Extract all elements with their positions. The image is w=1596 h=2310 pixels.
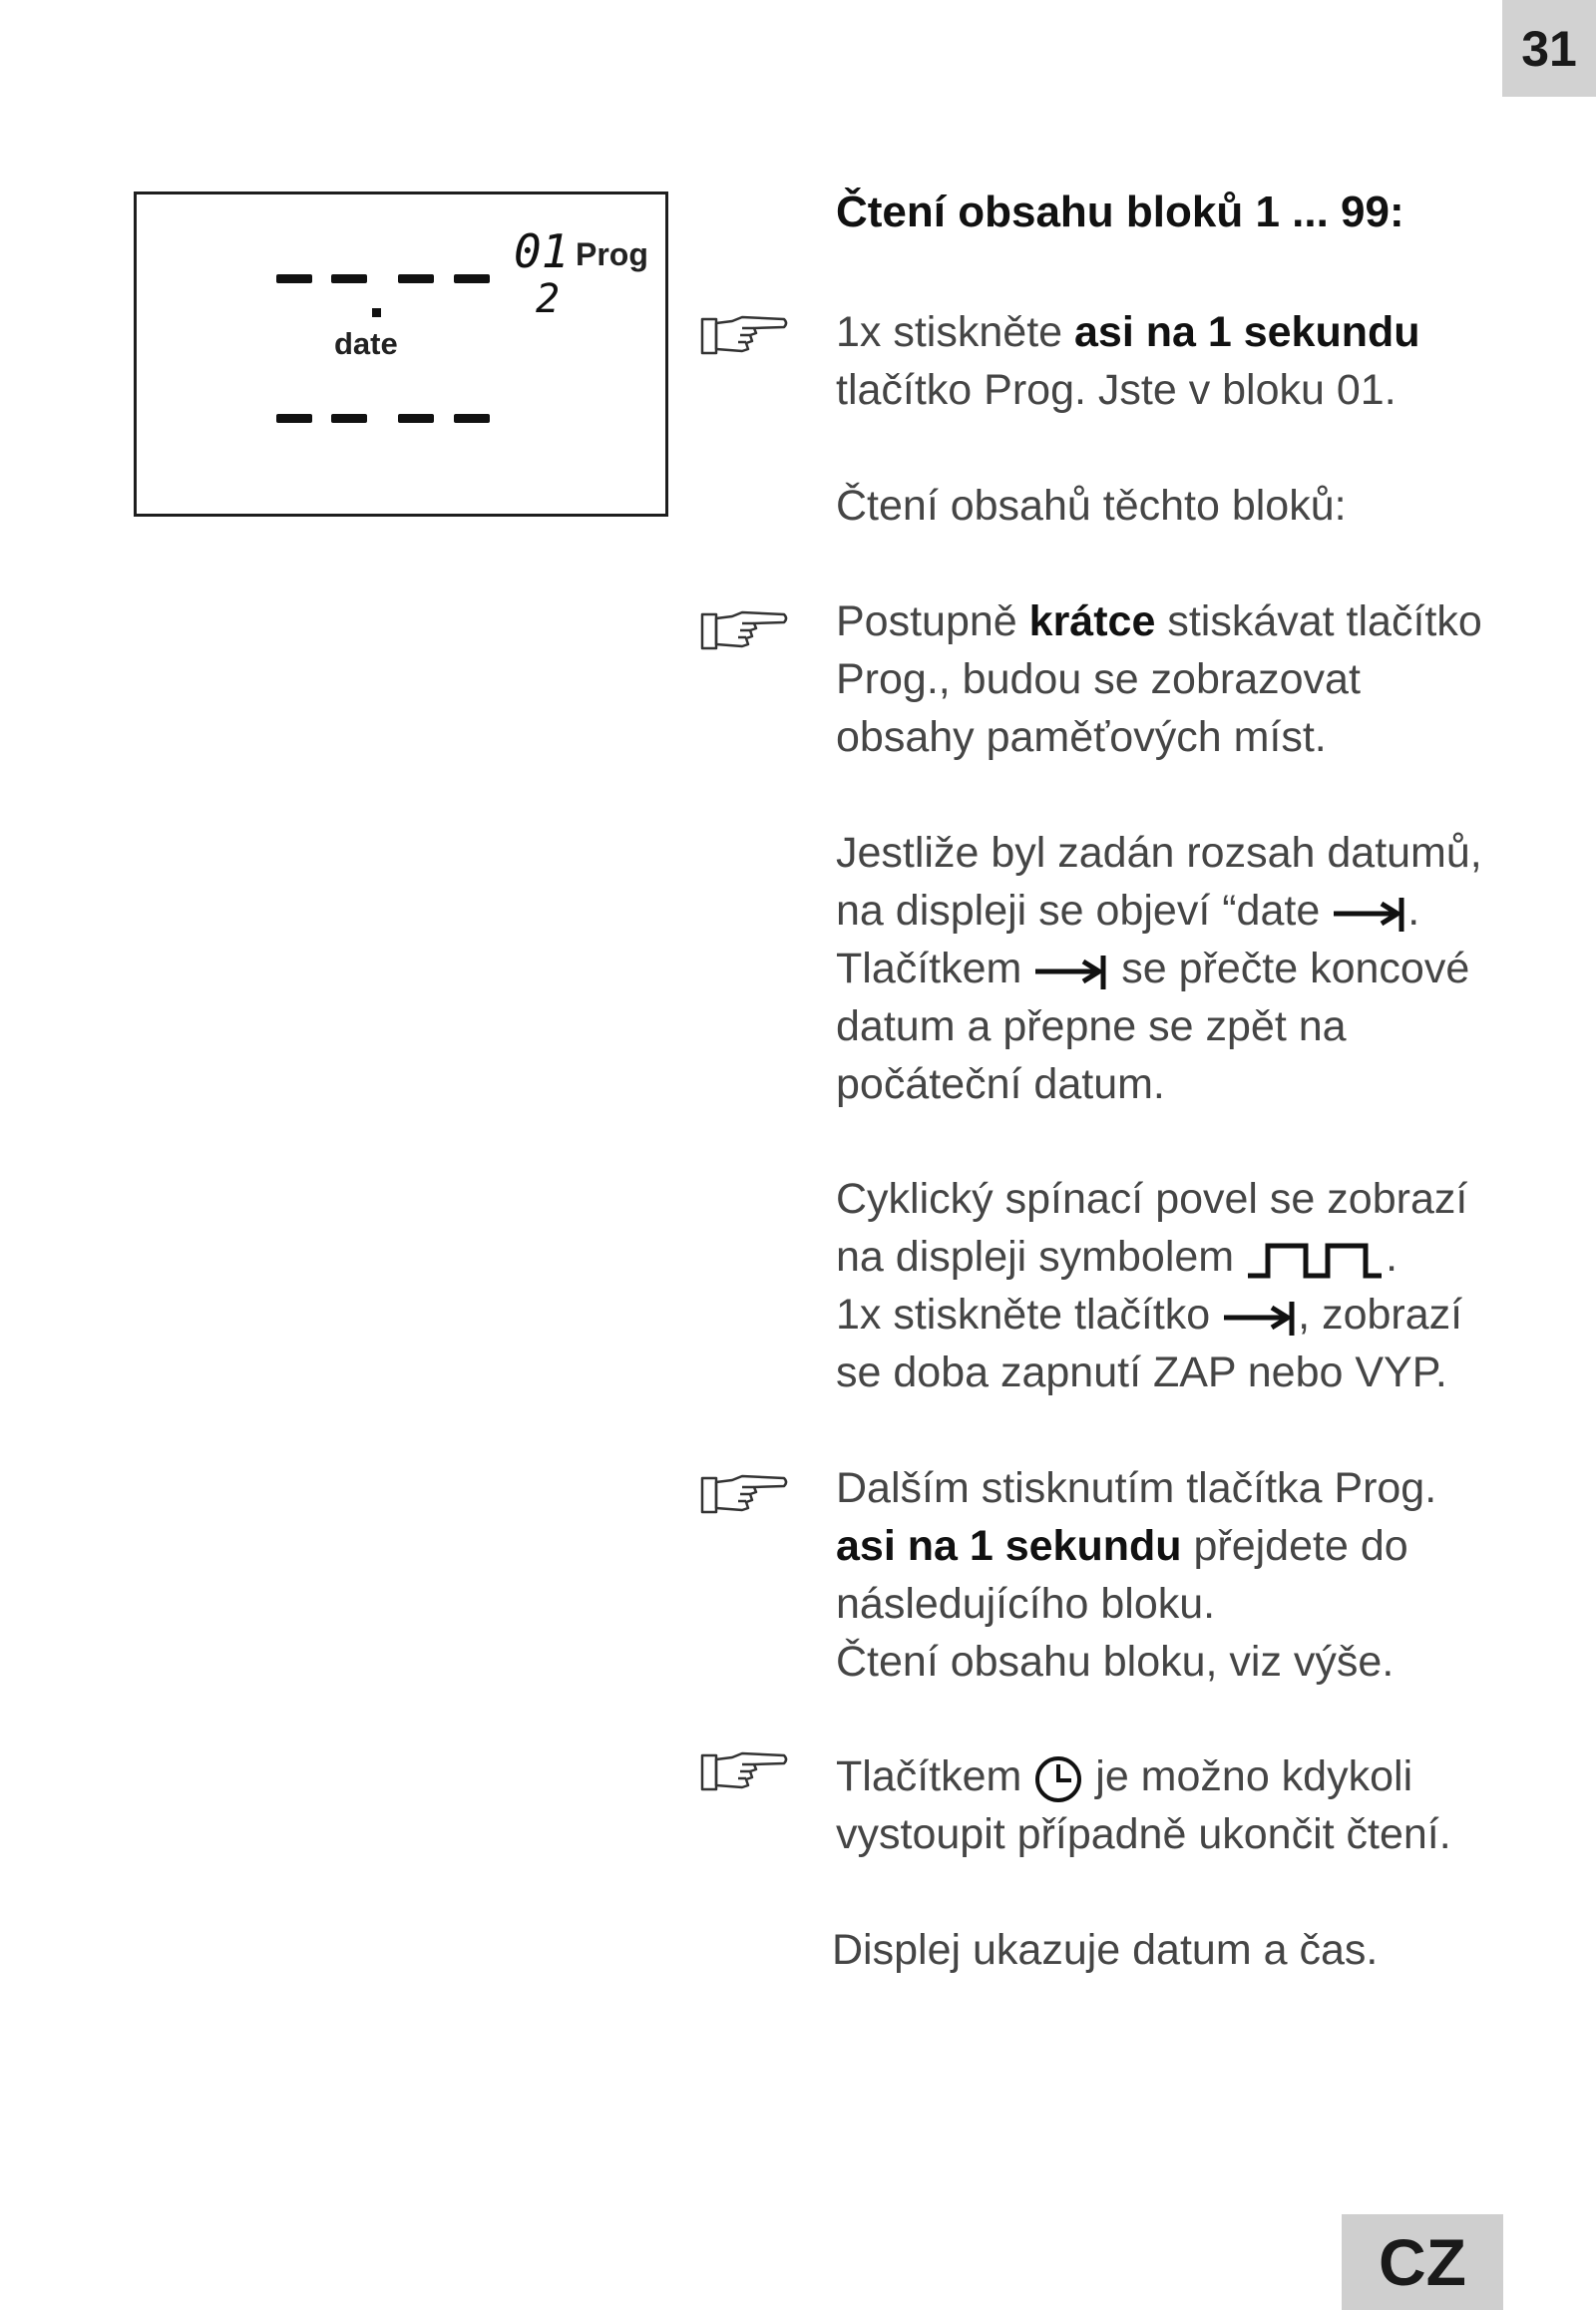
lcd-dash [331, 414, 367, 423]
pointing-hand-icon [698, 1470, 790, 1520]
lcd-display [134, 192, 668, 517]
pointing-hand-icon [698, 311, 790, 361]
instruction-step-through: Postupně krátce stiskávat tlačítko Prog., budou se zobrazovat obsahy paměťových míst. [836, 597, 1482, 761]
instruction-exit-reading: Tlačítkem je možno kdykoli vystoupit případně ukončit čtení. [836, 1752, 1451, 1858]
lcd-dash [276, 274, 312, 283]
reading-contents-label: Čtení obsahů těchto bloků: [836, 482, 1347, 530]
arrow-to-bar-icon [1332, 894, 1407, 934]
lcd-prog-label: Prog [576, 236, 648, 272]
lcd-dash [331, 274, 367, 283]
lcd-dash [276, 414, 312, 423]
lcd-channel-digit: 2 [536, 276, 561, 322]
pointing-hand-icon [698, 606, 790, 656]
display-shows-date-time: Displej ukazuje datum a čas. [832, 1926, 1379, 1974]
cyclic-command-paragraph: Cyklický spínací povel se zobrazí na displeji symbolem . 1x stiskněte tlačítko , zobrazí se doba zapnutí ZAP nebo VYP. [836, 1175, 1468, 1396]
lcd-block-number: 01 [514, 224, 570, 278]
language-tab: CZ [1342, 2214, 1503, 2310]
pointing-hand-icon [698, 1747, 790, 1797]
instruction-enter-block: 1x stiskněte asi na 1 sekundu tlačítko Prog. Jste v bloku 01. [836, 308, 1420, 414]
page-number: 31 [1502, 0, 1596, 97]
arrow-to-bar-icon [1222, 1298, 1298, 1338]
lcd-dash [454, 414, 490, 423]
lcd-dash [454, 274, 490, 283]
lcd-dash [398, 274, 434, 283]
lcd-dash [398, 414, 434, 423]
clock-icon [1033, 1754, 1083, 1804]
arrow-to-bar-icon [1033, 952, 1109, 991]
section-heading: Čtení obsahu bloků 1 ... 99: [836, 188, 1404, 236]
instruction-next-block: Dalším stisknutím tlačítka Prog. asi na 1 sekundu přejdete do následujícího bloku. Čtení obsahu bloku, viz výše. [836, 1464, 1437, 1686]
pulse-wave-icon [1246, 1240, 1386, 1280]
date-range-paragraph: Jestliže byl zadán rozsah datumů, na displeji se objeví “date . Tlačítkem se přečte koncové datum a přepne se zpět na počáteční datum. [836, 829, 1482, 1108]
lcd-date-label: date [334, 326, 398, 361]
lcd-dot [372, 308, 381, 317]
